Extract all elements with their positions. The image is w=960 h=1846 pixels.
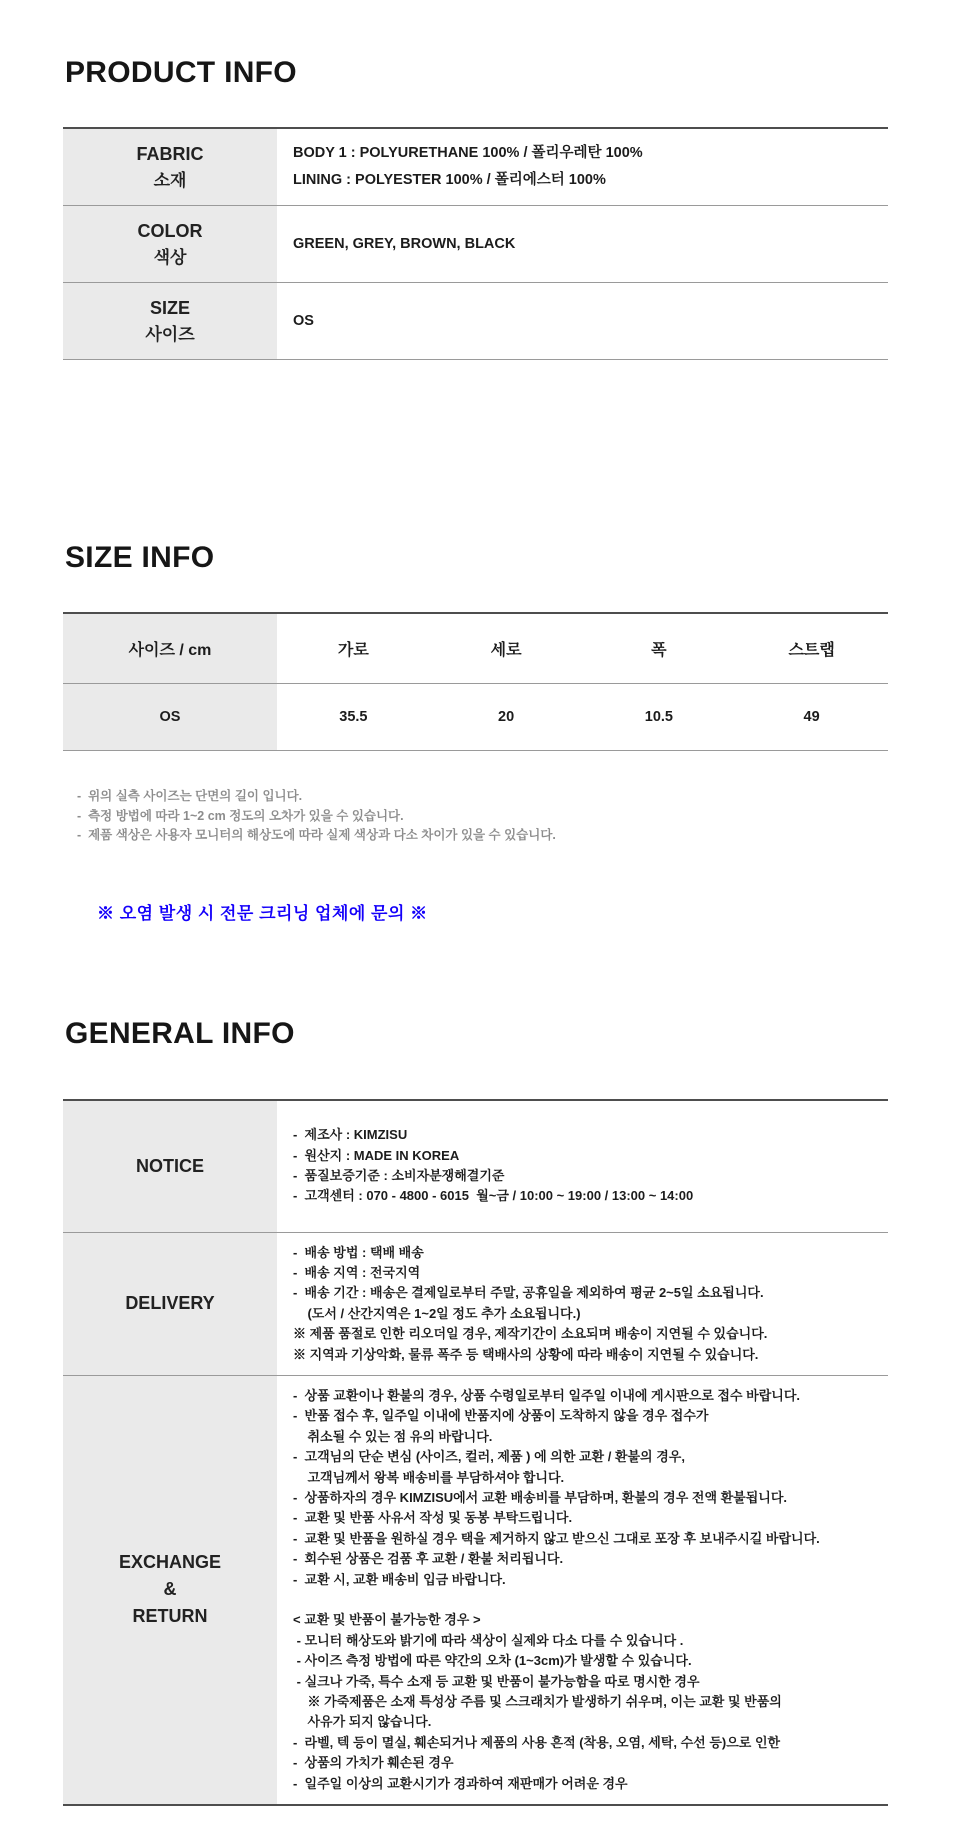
fabric-label-en: FABRIC [136,143,204,164]
size-label-en: SIZE [149,297,190,318]
text-line: - 사이즈 측정 방법에 따른 약간의 오차 (1~3cm)가 발생할 수 있습니다. [293,1653,692,1669]
text-line: ※ 제품 품절로 인한 리오더일 경우, 제작기간이 소요되며 배송이 지연될 수 있습니다. [293,1326,768,1342]
text-line: - 배송 방법 : 택배 배송 [293,1244,424,1260]
text-line: - 일주일 이상의 교환시기가 경과하여 재판매가 어려운 경우 [293,1775,628,1791]
size-table-header-row [63,614,888,684]
fabric-label-ko: 소재 [153,170,187,190]
text-line: ※ 가죽제품은 소재 특성상 주름 및 스크래치가 발생하기 쉬우며, 이는 교환 및 반품의 [293,1694,782,1710]
text-line: EXCHANGE [118,1552,221,1573]
text-line: - 상품하자의 경우 KIMZISU에서 교환 배송비를 부담하며, 환불의 경우 전액 환불됩니다. [293,1489,788,1505]
size-info-title: SIZE INFO [65,541,215,574]
text-line: LINING : POLYESTER 100% / 폴리에스터 100% [293,172,606,188]
text-line: - 고객님의 단순 변심 (사이즈, 컬러, 제품 ) 에 의한 교환 / 환불의 경우, [293,1449,685,1465]
text-line: NOTICE [135,1155,204,1176]
text-line: - 배송 지역 : 전국지역 [293,1264,421,1280]
size-value-os: OS [63,684,277,750]
fabric-row-content [277,129,888,205]
text-line: - 배송 기간 : 배송은 결제일로부터 주말, 공휴일을 제외하여 평균 2~5일 소요됩니다. [293,1285,764,1301]
text-line: - 모니터 해상도와 밝기에 따라 색상이 실제와 다소 다를 수 있습니다 . [293,1632,684,1648]
text-line: - 상품 교환이나 환불의 경우, 상품 수령일로부터 일주일 이내에 게시판으로 접수 바랍니다. [293,1387,800,1403]
color-label-en: COLOR [137,220,203,241]
delivery-row-content [277,1233,888,1375]
size-header-width: 가로 [337,642,369,659]
notice-row-label [63,1101,277,1232]
text-line: - 회수된 상품은 검품 후 교환 / 환불 처리됩니다. [293,1551,564,1567]
color-row-content [277,206,888,282]
general-info-title: GENERAL INFO [65,1016,295,1050]
text-line: - 교환 및 반품을 원하실 경우 택을 제거하지 않고 받으신 그대로 포장 후 보내주시길 바랍니다. [293,1530,820,1546]
text-line: 사유가 되지 않습니다. [293,1714,432,1730]
text-line: - 상품의 가치가 훼손된 경우 [293,1755,454,1771]
text-line: - 라벨, 텍 등이 멸실, 훼손되거나 제품의 사용 흔적 (착용, 오염, 세탁, 수선 등)으로 인한 [293,1734,781,1750]
table-row-delivery [63,1233,888,1376]
table-row-color [63,206,888,283]
size-value-strap: 49 [803,709,820,725]
text-line: 고객님께서 왕복 배송비를 부담하셔야 합니다. [293,1469,565,1485]
text-line: - 제조사 : KIMZISU [293,1127,408,1143]
size-label-ko: 사이즈 [145,324,195,344]
notice-row-content [277,1101,888,1232]
text-line: - 고객센터 : 070 - 4800 - 6015 월~금 / 10:00 ~ 19:00 / 13:00 ~ 14:00 [293,1188,694,1204]
size-header-strap: 스트랩 [788,642,835,659]
cleaning-notice: ※ 오염 발생 시 전문 크리닝 업체에 문의 ※ [97,903,428,923]
product-info-table [63,127,888,360]
text-line: GREEN, GREY, BROWN, BLACK [293,235,516,252]
size-header-depth: 폭 [651,642,667,659]
text-line: 취소될 수 있는 점 유의 바랍니다. [293,1428,493,1444]
table-row-fabric [63,129,888,206]
size-header-height: 세로 [490,642,522,659]
fabric-row-label [63,129,277,205]
text-line: RETURN [132,1606,208,1627]
size-info-table [63,612,888,751]
text-line: - 원산지 : MADE IN KOREA [293,1147,460,1163]
text-line: - 위의 실측 사이즈는 단면의 길이 입니다. [77,789,303,803]
text-line: - 품질보증기준 : 소비자분쟁해결기준 [293,1168,505,1183]
table-row-size [63,283,888,360]
size-row-content [277,283,888,359]
size-value-height: 20 [498,709,515,725]
general-info-table [63,1099,888,1807]
table-row-exchange-return [63,1376,888,1806]
text-line: - 제품 색상은 사용자 모니터의 해상도에 따라 실제 색상과 다소 차이가 있을 수 있습니다. [77,828,556,842]
text-line [293,1590,880,1610]
color-row-label [63,206,277,282]
delivery-row-label [63,1233,277,1375]
text-line: (도서 / 산간지역은 1~2일 정도 추가 소요됩니다.) [293,1305,581,1321]
table-row-notice [63,1101,888,1233]
text-line: OS [293,312,314,329]
text-line: < 교환 및 반품이 불가능한 경우 > [293,1612,481,1628]
size-row-label [63,283,277,359]
text-line: - 교환 및 반품 사유서 작성 및 동봉 부탁드립니다. [293,1510,573,1526]
text-line: ※ 지역과 기상악화, 물류 폭주 등 택배사의 상황에 따라 배송이 지연될 수 있습니다. [293,1346,759,1362]
size-notes [77,787,960,846]
size-table-data-row [63,684,888,750]
text-line: - 실크나 가죽, 특수 소재 등 교환 및 반품이 불가능함을 따로 명시한 경우 [293,1673,700,1689]
product-info-title: PRODUCT INFO [65,56,297,89]
text-line: & [163,1579,177,1600]
size-header-size-cm: 사이즈 / cm [63,614,277,683]
text-line: BODY 1 : POLYURETHANE 100% / 폴리우레탄 100% [293,145,643,161]
text-line: DELIVERY [125,1293,215,1314]
exchange-row-label [63,1376,277,1804]
text-line: - 반품 접수 후, 일주일 이내에 반품지에 상품이 도착하지 않을 경우 접수가 [293,1408,709,1424]
exchange-row-content [277,1376,888,1804]
size-value-depth: 10.5 [644,709,673,725]
color-label-ko: 색상 [153,247,187,267]
size-value-width: 35.5 [339,709,368,725]
text-line: - 측정 방법에 따라 1~2 cm 정도의 오차가 있을 수 있습니다. [77,808,404,823]
text-line: - 교환 시, 교환 배송비 입금 바랍니다. [293,1571,506,1587]
